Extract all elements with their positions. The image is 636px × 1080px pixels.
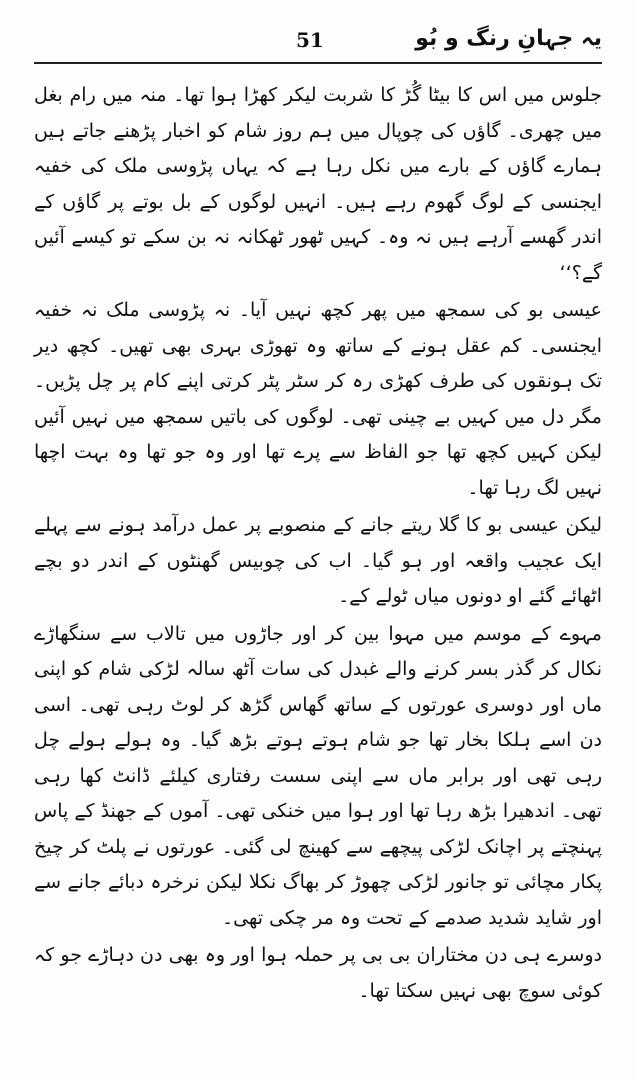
paragraph-4: مہوے کے موسم میں مہوا بین کر اور جاڑوں میں تالاب سے سنگھاڑے نکال کر گذر بسر کرنے والے غبدل کی سات آٹھ سالہ لڑکی شام کو اپنی ماں اور دوسری عورتوں کے ساتھ گھاس گڑھ کر لوٹ رہی تھی۔ اسی دن اسے ہلکا بخار تھا جو شام ہوتے ہوتے بڑھ گیا۔ وہ ہولے ہولے چل رہی تھی اور برابر ماں سے اپنی سست رفتاری کیلئے ڈانٹ کھا رہی تھی۔ اندھیرا بڑھ رہا تھا اور ہوا میں خنکی تھی۔ آموں کے جھنڈ کے پاس پہنچتے پر اچانک لڑکی پیچھے سے کھینچ لی گئی۔ عورتوں نے پلٹ کر چیخ پکار مچائی تو جانور لڑکی چھوڑ کر بھاگ نکلا لیکن نرخرہ دبائے جانے سے اور شاید شدید صدمے کے تحت وہ مر چکی تھی۔ [34, 622, 602, 929]
paragraph-5: دوسرے ہی دن مختاران بی بی پر حملہ ہوا اور وہ بھی دن دہاڑے جو کہ کوئی سوچ بھی نہیں سکتا تھا۔ [34, 944, 602, 1002]
page-number: 51 [296, 28, 324, 52]
paragraph-2: عیسی بو کی سمجھ میں پھر کچھ نہیں آیا۔ نہ پڑوسی ملک نہ خفیہ ایجنسی۔ کم عقل ہونے کے ساتھ وہ تھوڑی بہری بھی تھیں۔ کچھ دیر تک ہونقوں کی طرف کھڑی رہ کر سٹر پٹر کرتی اپنے کام پر چل پڑیں۔ مگر دل میں کہیں بے چینی تھی۔ لوگوں کی باتیں سمجھ میں نہیں آئیں لیکن کہیں کچھ تھا جو الفاظ سے پرے تھا اور وہ جو تھا وہ بہت اچھا نہیں لگ رہا تھا۔ [34, 299, 602, 499]
paragraph-3: لیکن عیسی بو کا گلا ریتے جانے کے منصوبے پر عمل درآمد ہونے سے پہلے ایک عجیب واقعہ اور ہو گیا۔ اب کی چوبیس گھنٹوں کے اندر دو بچے اٹھائے گئے او دونوں میاں ٹولے کے۔ [34, 514, 602, 607]
header-rule [34, 62, 602, 64]
book-title: یہ جہانِ رنگ و بُو [415, 26, 602, 51]
paragraph-1: جلوس میں اس کا بیٹا گُڑ کا شربت لیکر کھڑا ہوا تھا۔ منہ میں رام بغل میں چھری۔ گاؤں کی چوپال میں ہم روز شام کو اخبار پڑھنے جاتے ہیں ہمارے گاؤں کے بارے میں نکل رہا ہے کہ یہاں پڑوسی ملک کی خفیہ ایجنسی کے لوگ گھوم رہے ہیں۔ انہیں لوگوں کے بل بوتے پر گاؤں کے اندر گھسے آرہے ہیں نہ وہ۔ کہیں ٹھور ٹھکانہ نہ بن سکے تو کیسے آئیں گے؟‘‘ [34, 84, 602, 284]
body-text [34, 78, 602, 1011]
page-header [34, 22, 602, 66]
